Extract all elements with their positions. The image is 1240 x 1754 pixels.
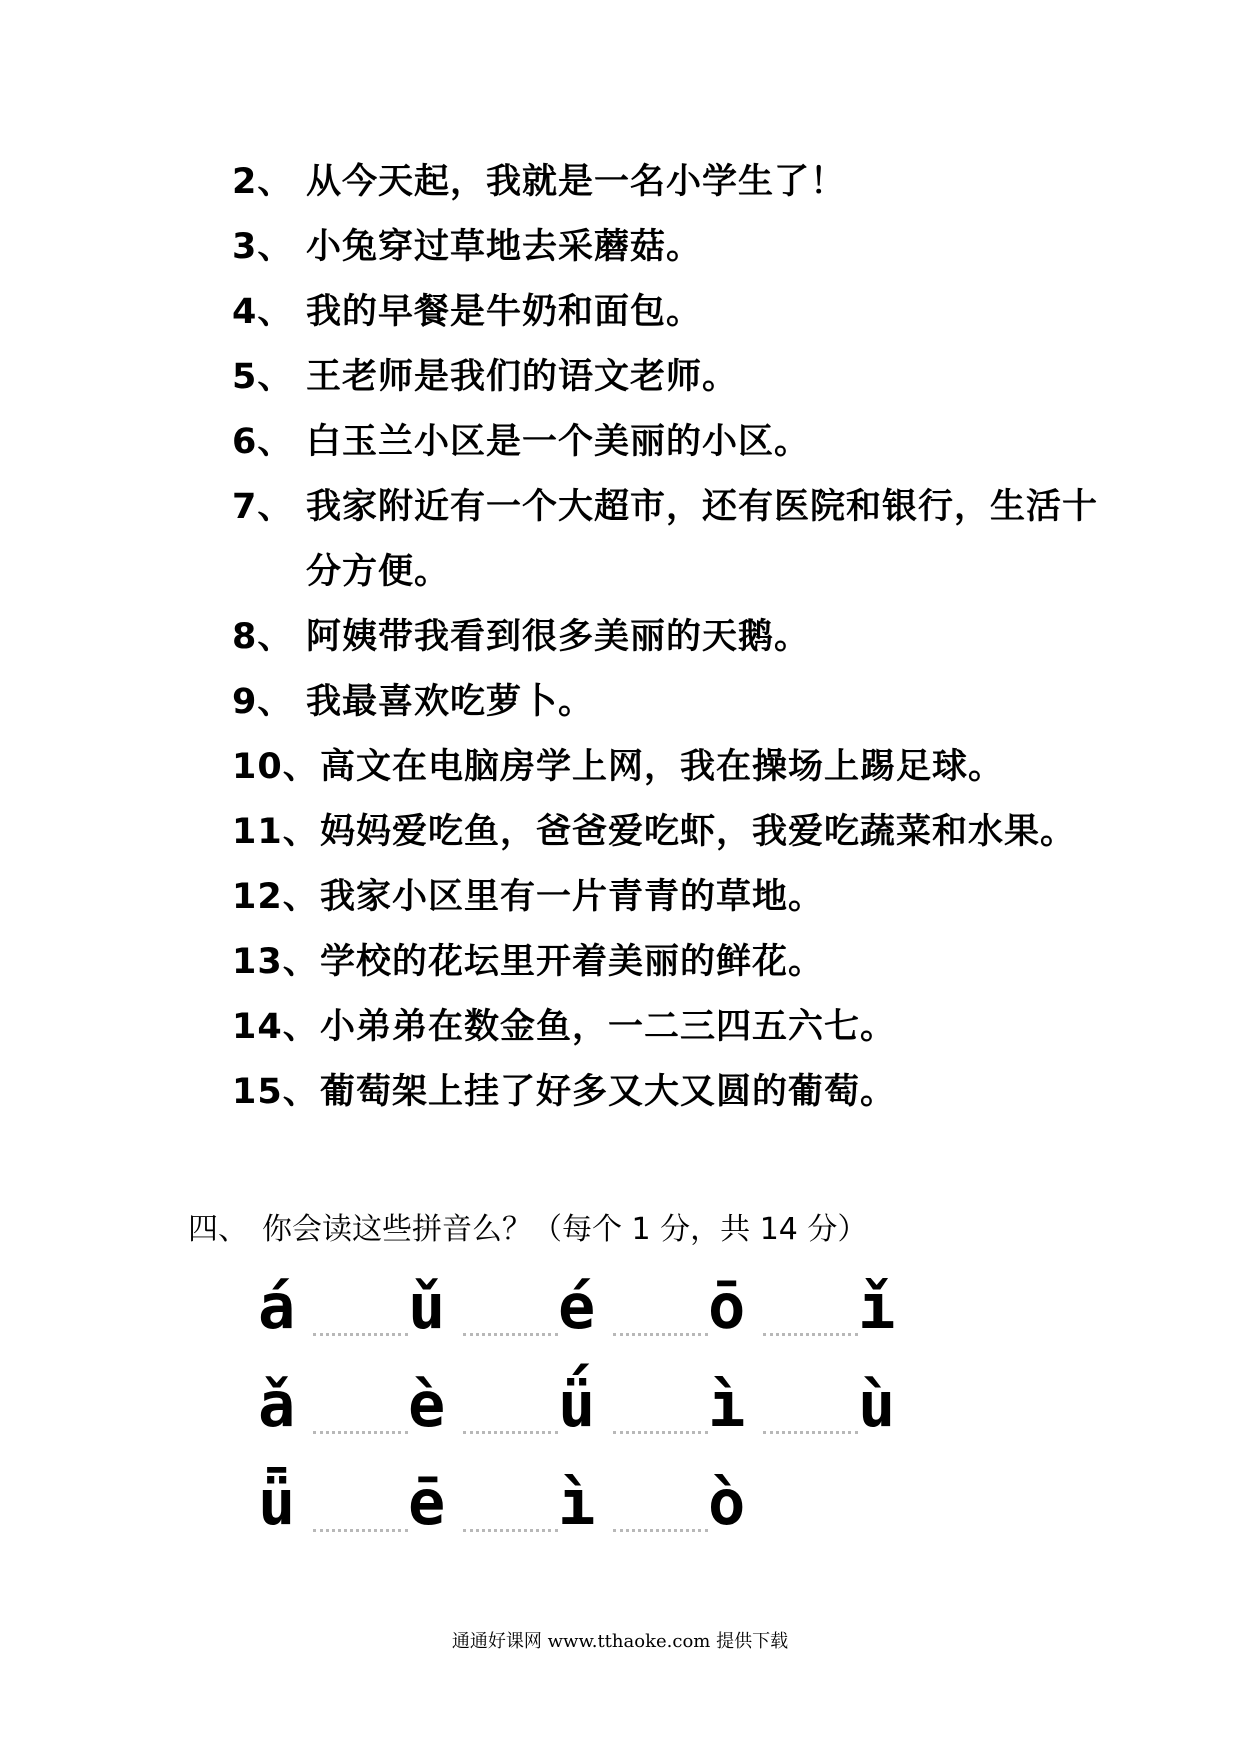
sentence-number: 15、 bbox=[232, 1072, 319, 1112]
sentence-number: 7、 bbox=[232, 487, 294, 527]
sentence-number: 10、 bbox=[232, 747, 319, 787]
sentence-number: 12、 bbox=[232, 877, 319, 917]
pinyin-cell bbox=[258, 1268, 408, 1366]
sentence-item bbox=[232, 670, 1132, 735]
sentence-number: 3、 bbox=[232, 227, 294, 267]
pinyin-syllable: ì bbox=[708, 1368, 746, 1441]
sentence-item bbox=[232, 1060, 1132, 1125]
sentence-item bbox=[232, 215, 1132, 280]
sentence-item bbox=[232, 150, 1132, 215]
pinyin-row bbox=[258, 1366, 978, 1464]
dotted-answer-line bbox=[763, 1333, 858, 1336]
dotted-answer-line bbox=[613, 1431, 708, 1434]
sentence-text: 我家小区里有一片青青的草地。 bbox=[320, 877, 825, 917]
pinyin-cell bbox=[558, 1464, 708, 1562]
sentence-text: 葡萄架上挂了好多又大又圆的葡萄。 bbox=[320, 1072, 897, 1112]
sentence-text: 阿姨带我看到很多美丽的天鹅。 bbox=[306, 617, 811, 657]
sentence-text: 我最喜欢吃萝卜。 bbox=[306, 682, 595, 722]
sentence-text: 王老师是我们的语文老师。 bbox=[306, 357, 739, 397]
dotted-answer-line bbox=[463, 1529, 558, 1532]
sentence-text: 高文在电脑房学上网，我在操场上踢足球。 bbox=[320, 747, 1005, 787]
section-heading bbox=[188, 1210, 867, 1250]
dotted-answer-line bbox=[763, 1431, 858, 1434]
section-title: 你会读这些拼音么？（每个 1 分，共 14 分） bbox=[262, 1212, 868, 1247]
sentence-item bbox=[232, 735, 1132, 800]
pinyin-syllable: ǎ bbox=[258, 1368, 296, 1441]
sentence-text: 小兔穿过草地去采蘑菇。 bbox=[306, 227, 703, 267]
sentence-number: 14、 bbox=[232, 1007, 319, 1047]
pinyin-syllable: á bbox=[258, 1270, 296, 1343]
sentence-item bbox=[232, 865, 1132, 930]
sentence-number: 9、 bbox=[232, 682, 294, 722]
sentence-text: 妈妈爱吃鱼，爸爸爱吃虾，我爱吃蔬菜和水果。 bbox=[320, 812, 1077, 852]
pinyin-row bbox=[258, 1464, 978, 1562]
pinyin-cell bbox=[708, 1268, 858, 1366]
pinyin-cell bbox=[708, 1464, 858, 1562]
pinyin-syllable: ē bbox=[408, 1466, 446, 1539]
pinyin-syllable: è bbox=[408, 1368, 446, 1441]
pinyin-syllable: ǔ bbox=[408, 1270, 446, 1343]
sentence-text: 我家附近有一个大超市，还有医院和银行，生活十分方便。 bbox=[306, 487, 1099, 592]
sentence-item bbox=[232, 410, 1132, 475]
sentence-number: 2、 bbox=[232, 162, 294, 202]
dotted-answer-line bbox=[463, 1431, 558, 1434]
sentence-item bbox=[232, 475, 1132, 605]
sentence-item bbox=[232, 280, 1132, 345]
sentence-text: 学校的花坛里开着美丽的鲜花。 bbox=[320, 942, 825, 982]
sentence-item bbox=[232, 930, 1132, 995]
pinyin-cell bbox=[708, 1366, 858, 1464]
pinyin-row bbox=[258, 1268, 978, 1366]
dotted-answer-line bbox=[313, 1431, 408, 1434]
footer-credit: 通通好课网 www.tthaoke.com 提供下载 bbox=[451, 1631, 789, 1652]
section-number: 四、 bbox=[188, 1212, 248, 1247]
pinyin-syllable: ì bbox=[558, 1466, 596, 1539]
sentence-number: 6、 bbox=[232, 422, 294, 462]
sentence-text: 从今天起，我就是一名小学生了！ bbox=[306, 162, 847, 202]
sentence-number: 8、 bbox=[232, 617, 294, 657]
sentence-text: 小弟弟在数金鱼，一二三四五六七。 bbox=[320, 1007, 897, 1047]
pinyin-cell bbox=[558, 1366, 708, 1464]
pinyin-cell bbox=[408, 1464, 558, 1562]
pinyin-syllable: ō bbox=[708, 1270, 746, 1343]
sentence-number: 13、 bbox=[232, 942, 319, 982]
pinyin-grid bbox=[258, 1268, 978, 1562]
pinyin-syllable: é bbox=[558, 1270, 596, 1343]
pinyin-syllable: ù bbox=[858, 1368, 896, 1441]
pinyin-syllable: ǐ bbox=[858, 1270, 896, 1343]
sentence-number: 11、 bbox=[232, 812, 319, 852]
sentence-number: 4、 bbox=[232, 292, 294, 332]
dotted-answer-line bbox=[463, 1333, 558, 1336]
sentence-item bbox=[232, 800, 1132, 865]
sentence-item bbox=[232, 345, 1132, 410]
pinyin-cell bbox=[408, 1268, 558, 1366]
sentence-list bbox=[232, 150, 1132, 1125]
pinyin-cell bbox=[258, 1464, 408, 1562]
sentence-text: 我的早餐是牛奶和面包。 bbox=[306, 292, 703, 332]
pinyin-cell bbox=[858, 1268, 1008, 1366]
pinyin-cell bbox=[858, 1366, 1008, 1464]
dotted-answer-line bbox=[313, 1529, 408, 1532]
pinyin-syllable: ò bbox=[708, 1466, 746, 1539]
pinyin-cell bbox=[258, 1366, 408, 1464]
dotted-answer-line bbox=[313, 1333, 408, 1336]
sentence-item bbox=[232, 995, 1132, 1060]
pinyin-cell bbox=[558, 1268, 708, 1366]
pinyin-cell bbox=[408, 1366, 558, 1464]
sentence-text: 白玉兰小区是一个美丽的小区。 bbox=[306, 422, 811, 462]
pinyin-syllable: ǘ bbox=[558, 1368, 596, 1441]
dotted-answer-line bbox=[613, 1529, 708, 1532]
pinyin-syllable: ǖ bbox=[258, 1466, 296, 1539]
dotted-answer-line bbox=[613, 1333, 708, 1336]
sentence-number: 5、 bbox=[232, 357, 294, 397]
sentence-item bbox=[232, 605, 1132, 670]
